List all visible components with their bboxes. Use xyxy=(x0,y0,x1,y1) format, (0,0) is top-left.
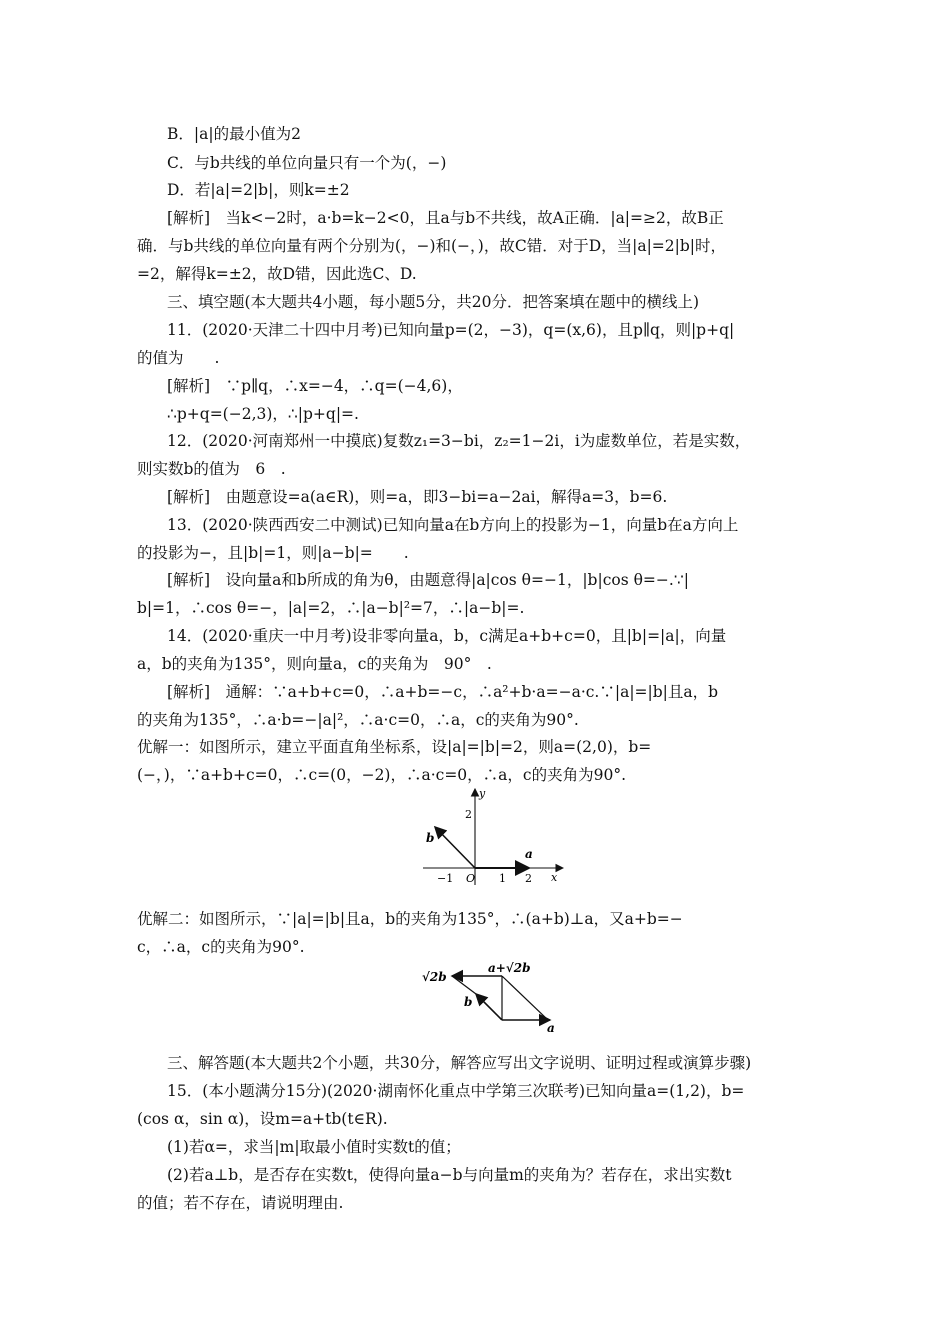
option-b: B．|a|的最小值为2 xyxy=(167,125,301,143)
solution-11-line-2: ∴p+q=(−2,3)，∴|p+q|=. xyxy=(167,405,359,423)
solution-14-alt1-line-1: 优解一：如图所示，建立平面直角坐标系，设|a|=|b|=2，则a=(2,0)，b= xyxy=(137,738,652,756)
question-14-line-1: 14．(2020·重庆一中月考)设非零向量a，b，c满足a+b+c=0，且|b|=|a|，向量 xyxy=(167,627,727,645)
x-tick-1: 1 xyxy=(499,872,506,885)
question-13-line-2: 的投影为−，且|b|=1，则|a−b|= . xyxy=(137,544,409,562)
question-15-part-2-line-2: 的值；若不存在，请说明理由. xyxy=(137,1194,344,1212)
question-15-line-2: (cos α，sin α)，设m=a+tb(t∈R). xyxy=(137,1110,388,1128)
label-b: b xyxy=(464,995,473,1009)
vector-b-arrow-2 xyxy=(476,994,502,1020)
section-heading-answer: 三、解答题(本大题共2个小题，共30分，解答应写出文字说明、证明过程或演算步骤) xyxy=(167,1054,752,1072)
option-c: C．与b共线的单位向量只有一个为(，−) xyxy=(167,154,447,172)
y-axis-label: y xyxy=(479,787,486,800)
question-12-line-2: 则实数b的值为 6 . xyxy=(137,460,286,478)
solution-14-line-1: [解析] 通解：∵a+b+c=0，∴a+b=−c，∴a²+b·a=−a·c.∵|a|=|b|且a，b xyxy=(167,683,719,701)
solution-10-line-3: =2，解得k=±2，故D错，因此选C、D. xyxy=(137,265,417,283)
section-heading-fill-in: 三、填空题(本大题共4小题，每小题5分，共20分．把答案填在题中的横线上) xyxy=(167,293,700,311)
question-14-line-2: a，b的夹角为135°，则向量a，c的夹角为 90° . xyxy=(137,655,492,673)
solution-14-alt2-line-2: c，∴a，c的夹角为90°. xyxy=(137,938,305,956)
question-11-line-2: 的值为 . xyxy=(137,349,220,367)
question-13-line-1: 13．(2020·陕西西安二中测试)已知向量a在b方向上的投影为−1，向量b在a方向上 xyxy=(167,516,739,534)
solution-14-alt1-line-2: (−，)，∵a+b+c=0，∴c=(0，−2)，∴a·c=0，∴a，c的夹角为90°. xyxy=(137,766,626,784)
solution-12: [解析] 由题意设=a(a∈R)，则=a，即3−bi=a−2ai，解得a=3，b=6. xyxy=(167,488,668,506)
x-tick-2: 2 xyxy=(525,872,532,885)
label-a: a xyxy=(547,1021,555,1034)
label-sqrt2b: √2b xyxy=(422,970,447,984)
vector-b-arrow xyxy=(435,827,475,868)
x-axis-label: x xyxy=(551,871,558,884)
solution-13-line-1: [解析] 设向量a和b所成的角为θ，由题意得|a|cos θ=−1，|b|cos θ=−.∵| xyxy=(167,571,689,589)
solution-14-alt2-line-1: 优解二：如图所示，∵|a|=|b|且a，b的夹角为135°，∴(a+b)⊥a，又a+b=− xyxy=(137,910,683,928)
origin-label: O xyxy=(466,872,476,885)
solution-13-line-2: b|=1，∴cos θ=−，|a|=2，∴|a−b|²=7，∴|a−b|=. xyxy=(137,599,525,617)
option-d: D．若|a|=2|b|，则k=±2 xyxy=(167,181,350,199)
question-15-part-2-line-1: (2)若a⊥b，是否存在实数t，使得向量a−b与向量m的夹角为？若存在，求出实数t xyxy=(167,1166,732,1184)
x-tick-neg1: −1 xyxy=(437,872,454,885)
figure-vector-parallelogram xyxy=(420,962,570,1034)
solution-11-line-1: [解析] ∵p∥q，∴x=−4，∴q=(−4,6)， xyxy=(167,377,463,395)
solution-10-line-1: [解析] 当k<−2时，a·b=k−2<0，且a与b不共线，故A正确．|a|=≥2，故B正 xyxy=(167,209,724,227)
question-12-line-1: 12．(2020·河南郑州一中摸底)复数z₁=3−bi，z₂=1−2i，i为虚数单位，若是实数， xyxy=(167,432,751,450)
question-15-line-1: 15．(本小题满分15分)(2020·湖南怀化重点中学第三次联考)已知向量a=(1,2)，b= xyxy=(167,1082,745,1100)
vector-b-label: b xyxy=(426,831,435,845)
figure-coordinate-system xyxy=(415,785,575,890)
solution-10-line-2: 确．与b共线的单位向量有两个分别为(，−)和(−，)，故C错．对于D，当|a|=2|b|时， xyxy=(137,237,727,255)
segment-b-extension xyxy=(452,976,476,994)
question-11-line-1: 11．(2020·天津二十四中月考)已知向量p=(2，−3)，q=(x,6)，且p∥q，则|p+q| xyxy=(167,321,735,339)
vector-a-label: a xyxy=(525,847,533,861)
question-15-part-1: (1)若α=，求当|m|取最小值时实数t的值； xyxy=(167,1138,461,1156)
y-tick-2: 2 xyxy=(465,808,472,821)
label-a-plus-sqrt2b: a+√2b xyxy=(488,962,531,975)
parallelogram-side xyxy=(502,976,548,1020)
solution-14-line-2: 的夹角为135°，∴a·b=−|a|²，∴a·c=0，∴a，c的夹角为90°. xyxy=(137,711,579,729)
